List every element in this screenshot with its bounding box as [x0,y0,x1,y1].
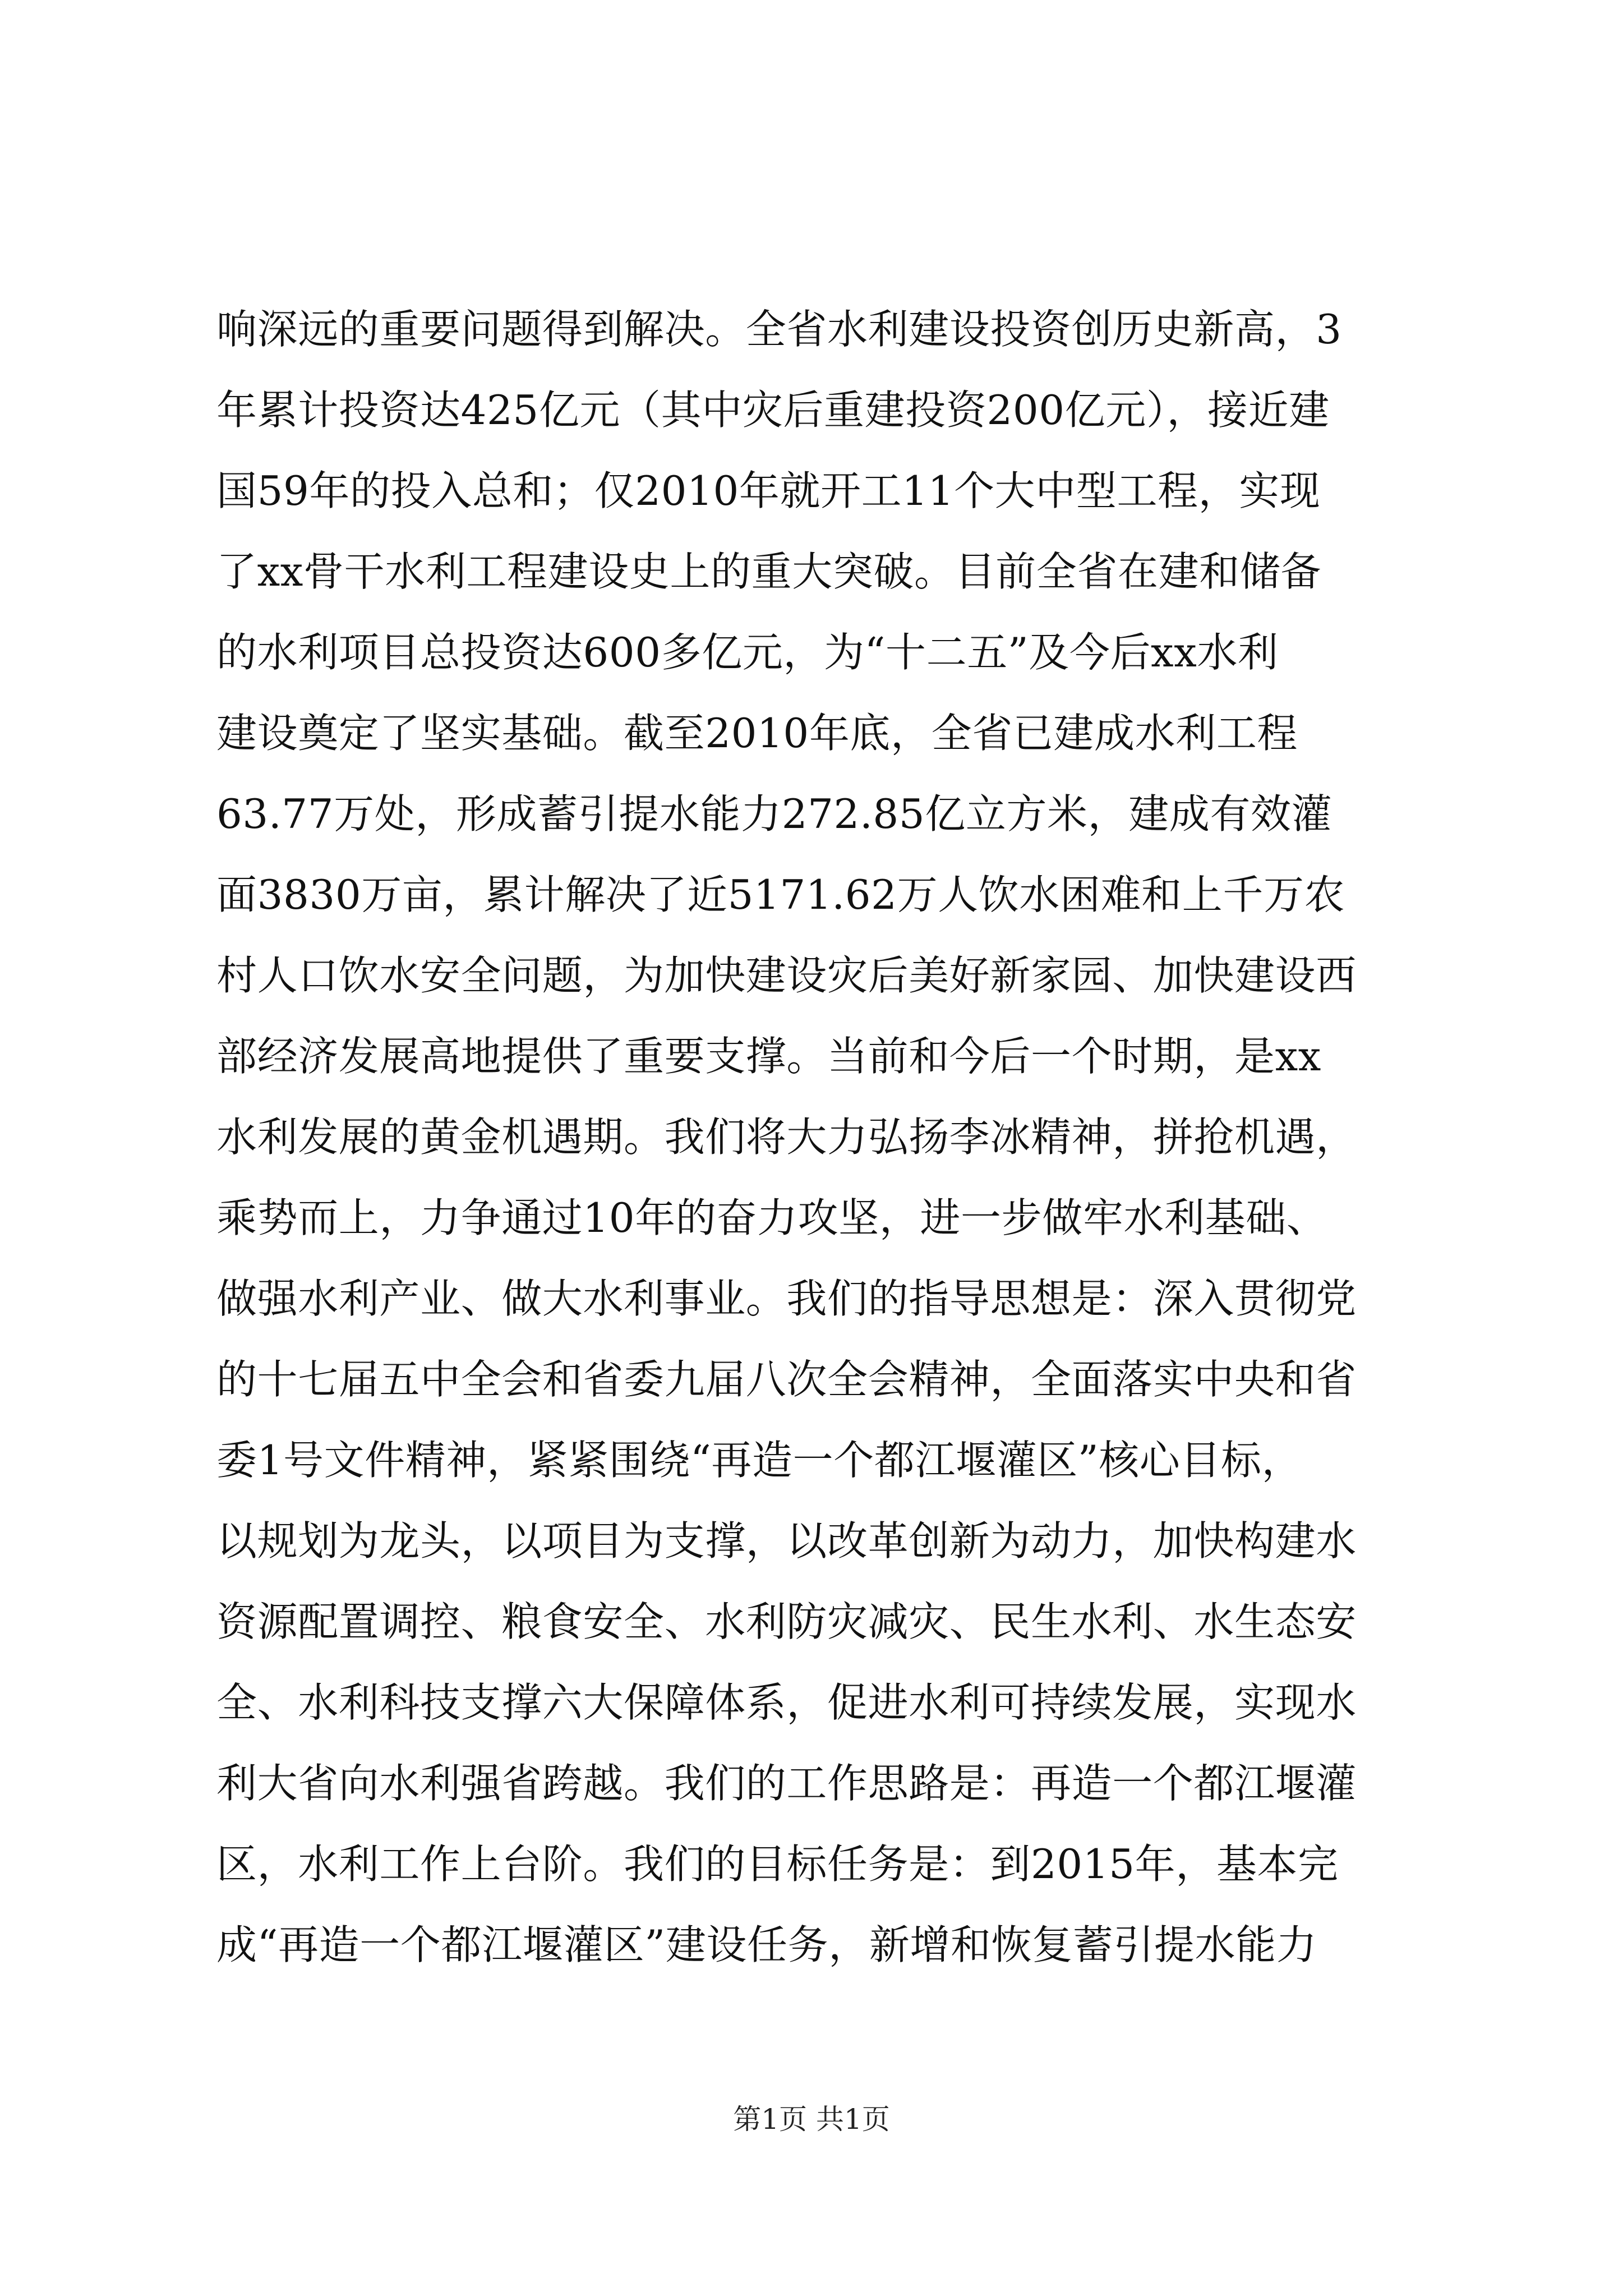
page-footer: 第1页 共1页 [733,2103,890,2136]
text-line: 做强水利产业、做大水利事业。我们的指导思想是：深入贯彻党 [216,1275,1357,1322]
text-line: 委1号文件精神，紧紧围绕“再造一个都江堰灌区”核心目标， [216,1437,1303,1484]
text-line: 的十七届五中全会和省委九届八次全会精神，全面落实中央和省 [216,1356,1357,1403]
text-line: 建设奠定了坚实基础。截至2010年底，全省已建成水利工程 [216,710,1298,757]
text-line: 响深远的重要问题得到解决。全省水利建设投资创历史新高，3 [216,306,1342,353]
text-line: 水利发展的黄金机遇期。我们将大力弘扬李冰精神，拼抢机遇， [216,1114,1357,1161]
text-line: 的水利项目总投资达600多亿元，为“十二五”及今后xx水利 [216,629,1279,676]
text-line: 了xx骨干水利工程建设史上的重大突破。目前全省在建和储备 [216,548,1322,595]
text-line: 资源配置调控、粮食安全、水利防灾减灾、民生水利、水生态安 [216,1598,1357,1645]
text-line: 区，水利工作上台阶。我们的目标任务是：到2015年，基本完 [216,1841,1339,1888]
text-line: 部经济发展高地提供了重要支撑。当前和今后一个时期，是xx [216,1033,1322,1080]
text-line: 乘势而上，力争通过10年的奋力攻坚，进一步做牢水利基础、 [216,1194,1327,1241]
text-line: 利大省向水利强省跨越。我们的工作思路是：再造一个都江堰灌 [216,1760,1357,1807]
text-line: 村人口饮水安全问题，为加快建设灾后美好新家园、加快建设西 [216,952,1357,999]
text-line: 全、水利科技支撑六大保障体系，促进水利可持续发展，实现水 [216,1679,1357,1726]
text-line: 63.77万处，形成蓄引提水能力272.85亿立方米，建成有效灌 [216,790,1332,838]
text-line: 年累计投资达425亿元（其中灾后重建投资200亿元），接近建 [216,386,1330,434]
body-text [216,289,1428,1985]
text-line: 以规划为龙头，以项目为支撑，以改革创新为动力，加快构建水 [216,1517,1357,1565]
text-line: 成“再造一个都江堰灌区”建设任务，新增和恢复蓄引提水能力 [216,1921,1317,1968]
text-line: 面3830万亩，累计解决了近5171.62万人饮水困难和上千万农 [216,871,1345,918]
text-line: 国59年的投入总和；仅2010年就开工11个大中型工程，实现 [216,467,1321,514]
